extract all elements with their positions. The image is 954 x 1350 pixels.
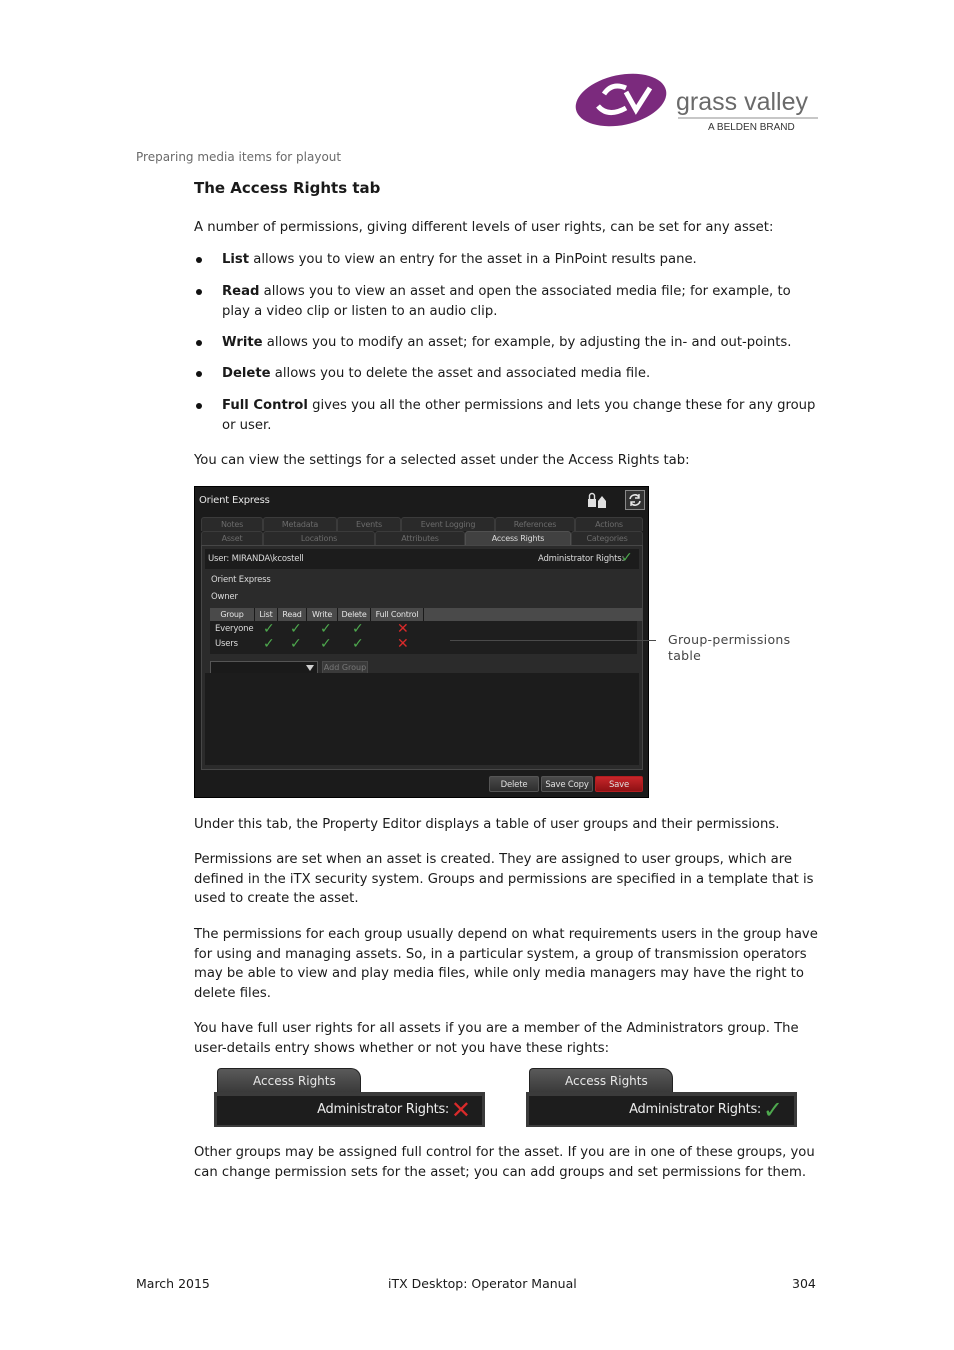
section-title: The Access Rights tab <box>194 179 381 197</box>
save-button[interactable]: Save <box>595 776 643 792</box>
permission-description: allows you to modify an asset; for example, by adjusting the in- and out-points. <box>262 335 792 350</box>
tab-row-2 <box>201 531 643 545</box>
svg-text:A BELDEN BRAND: A BELDEN BRAND <box>708 122 795 133</box>
admin-rights-label: Administrator Rights: <box>317 1102 449 1117</box>
bullet-icon <box>194 364 222 384</box>
svg-text:grass valley: grass valley <box>676 88 808 116</box>
cross-icon: ✕ <box>450 1096 471 1124</box>
tab-event-logging[interactable]: Event Logging <box>401 517 495 531</box>
check-icon[interactable]: ✓ <box>263 621 275 637</box>
tab-row-1 <box>201 517 643 531</box>
tab-locations[interactable]: Locations <box>263 531 375 545</box>
footer-title: iTX Desktop: Operator Manual <box>388 1276 577 1291</box>
bullet-icon <box>194 250 222 270</box>
tab-asset[interactable]: Asset <box>201 531 263 545</box>
cross-icon[interactable]: ✕ <box>397 636 409 652</box>
permission-term: Delete <box>222 366 271 381</box>
empty-area <box>205 673 639 765</box>
check-icon: ✓ <box>621 550 633 566</box>
tab-access-rights[interactable]: Access Rights <box>529 1068 673 1092</box>
lock-icon[interactable] <box>587 490 607 510</box>
list-item <box>194 333 819 353</box>
list-item <box>194 282 819 321</box>
tab-metadata[interactable]: Metadata <box>263 517 337 531</box>
save-copy-button[interactable]: Save Copy <box>541 776 593 792</box>
column-header-full-control[interactable]: Full Control <box>371 608 424 621</box>
table-row[interactable] <box>210 621 637 637</box>
callout-label <box>668 632 790 663</box>
tab-access-rights[interactable]: Access Rights <box>217 1068 361 1092</box>
intro-paragraph: A number of permissions, giving different levels of user rights, can be set for any asset: <box>194 220 774 235</box>
permission-description: gives you all the other permissions and lets you change these for any group or user. <box>222 398 816 433</box>
check-icon[interactable]: ✓ <box>352 636 364 652</box>
grass-valley-logo <box>574 72 824 134</box>
bullet-icon <box>194 333 222 353</box>
callout-line-1: Group-permissions <box>668 632 791 647</box>
editor-title: Orient Express <box>199 495 270 506</box>
user-details-bar <box>205 549 639 569</box>
bullet-icon <box>194 282 222 321</box>
list-item <box>194 364 819 384</box>
tab-notes[interactable]: Notes <box>201 517 263 531</box>
tab-categories[interactable]: Categories <box>571 531 643 545</box>
chevron-down-icon <box>306 665 314 671</box>
permission-term: Write <box>222 335 263 350</box>
refresh-icon[interactable] <box>625 490 645 510</box>
footer-page-number: 304 <box>792 1276 816 1291</box>
footer-date: March 2015 <box>136 1276 210 1291</box>
administrators-paragraph: You have full user rights for all assets if you are a member of the Administrators group. The user-details entry shows whether or not you have these rights: <box>194 1021 799 1056</box>
group-permissions-table <box>210 621 637 654</box>
permission-description: allows you to view an entry for the asset in a PinPoint results pane. <box>249 252 697 267</box>
check-icon[interactable]: ✓ <box>320 621 332 637</box>
list-item <box>194 250 819 270</box>
view-intro-paragraph: You can view the settings for a selected asset under the Access Rights tab: <box>194 453 690 468</box>
admin-rights-label: Administrator Rights: <box>538 554 625 564</box>
column-header-read[interactable]: Read <box>278 608 307 621</box>
tab-access-rights[interactable]: Access Rights <box>465 531 571 545</box>
check-icon: ✓ <box>762 1096 783 1124</box>
tab-references[interactable]: References <box>495 517 575 531</box>
cross-icon[interactable]: ✕ <box>397 621 409 637</box>
under-tab-paragraph: Under this tab, the Property Editor displays a table of user groups and their permissions. <box>194 817 780 832</box>
callout-line-2: table <box>668 647 702 663</box>
permission-description: allows you to view an asset and open the associated media file; for example, to play a video clip or listen to an audio clip. <box>222 284 791 319</box>
property-editor-screenshot <box>194 486 649 798</box>
asset-name: Orient Express <box>211 575 271 585</box>
admin-rights-label: Administrator Rights: <box>629 1102 761 1117</box>
running-head: Preparing media items for playout <box>136 150 342 164</box>
requirements-paragraph: The permissions for each group usually depend on what requirements users in the group have for using and managing assets. So, in a particular system, a group of transmission operators may be able to view and play media files, while only media managers may have the right to delete files. <box>194 927 818 1001</box>
group-name: Users <box>215 639 238 649</box>
list-item <box>194 396 819 435</box>
permission-description: allows you to delete the asset and associated media file. <box>270 366 651 381</box>
callout-line <box>450 640 656 641</box>
group-permissions-header <box>210 608 643 621</box>
column-header-delete[interactable]: Delete <box>338 608 371 621</box>
check-icon[interactable]: ✓ <box>320 636 332 652</box>
permission-term: Full Control <box>222 398 308 413</box>
group-name: Everyone <box>215 624 254 634</box>
tab-actions[interactable]: Actions <box>575 517 643 531</box>
column-header-list[interactable]: List <box>255 608 278 621</box>
other-groups-paragraph: Other groups may be assigned full control for the asset. If you are in one of these groups, you can change permission sets for the asset; you can add groups and set permissions for them. <box>194 1145 815 1180</box>
tab-attributes[interactable]: Attributes <box>375 531 465 545</box>
add-group-button[interactable]: Add Group <box>322 661 368 675</box>
check-icon[interactable]: ✓ <box>290 621 302 637</box>
check-icon[interactable]: ✓ <box>290 636 302 652</box>
owner-label: Owner <box>211 592 238 602</box>
column-header-group[interactable]: Group <box>210 608 255 621</box>
admin-rights-denied-example <box>214 1067 485 1127</box>
check-icon[interactable]: ✓ <box>263 636 275 652</box>
column-header-filler <box>424 608 643 621</box>
access-rights-panel <box>201 545 643 770</box>
permission-term: Read <box>222 284 260 299</box>
tab-events[interactable]: Events <box>337 517 401 531</box>
check-icon[interactable]: ✓ <box>352 621 364 637</box>
delete-button[interactable]: Delete <box>489 776 539 792</box>
permission-term: List <box>222 252 250 267</box>
column-header-write[interactable]: Write <box>307 608 338 621</box>
bullet-icon <box>194 396 222 435</box>
admin-rights-granted-example <box>526 1067 797 1127</box>
user-label: User: MIRANDA\kcostell <box>208 554 304 564</box>
permissions-set-paragraph: Permissions are set when an asset is created. They are assigned to user groups, which are defined in the iTX security system. Groups and permissions are specified in a template that is used to create the asset. <box>194 852 814 906</box>
